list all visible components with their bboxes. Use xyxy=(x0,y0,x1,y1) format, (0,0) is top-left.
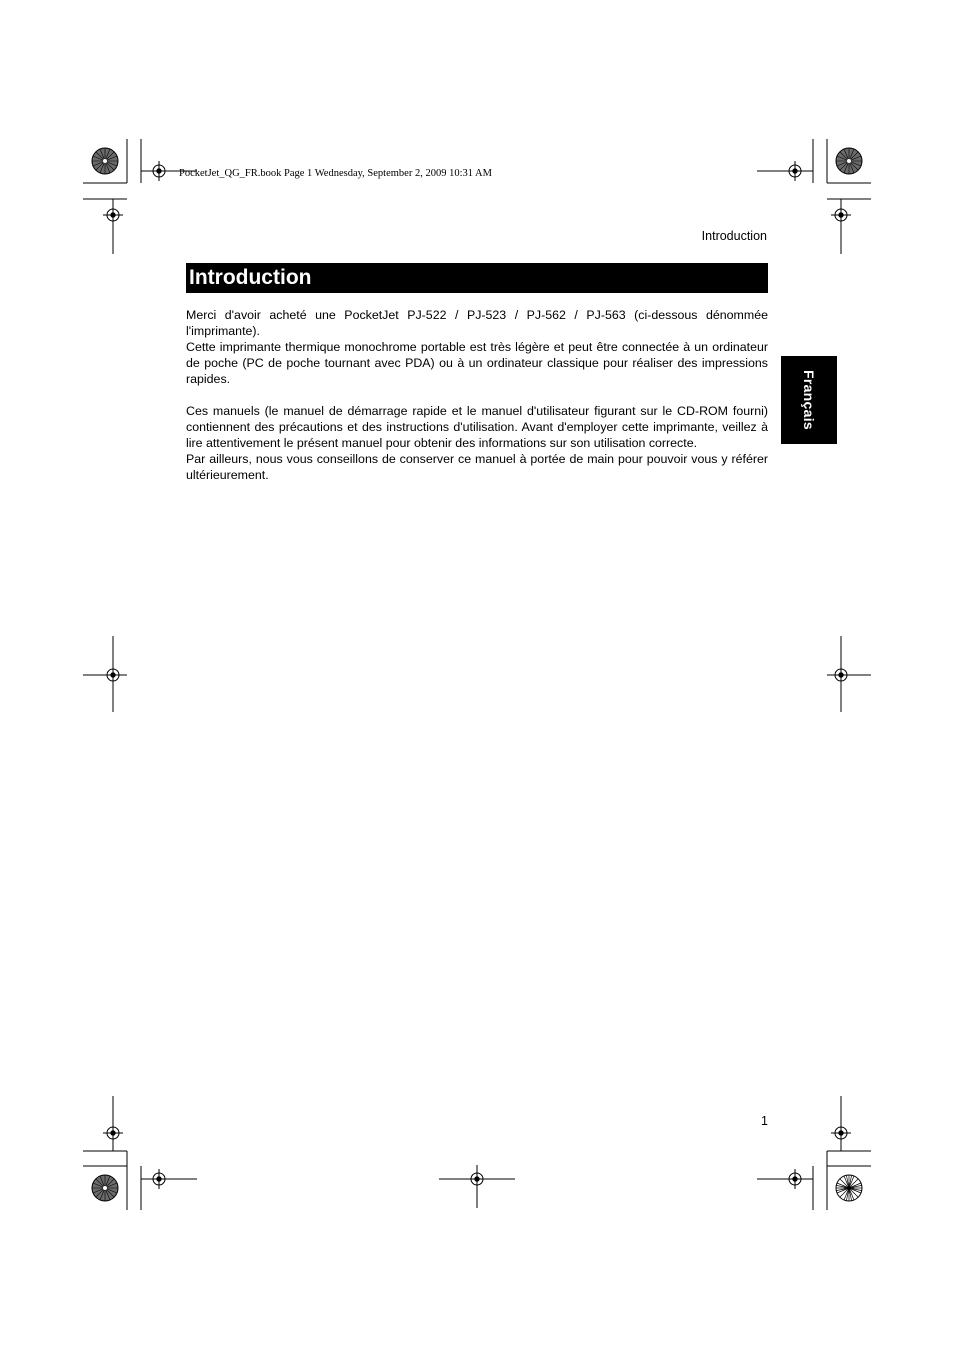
body-text xyxy=(186,307,768,483)
language-tab-label: Français xyxy=(801,370,817,430)
page-number: 1 xyxy=(761,1114,768,1128)
paragraph: Par ailleurs, nous vous conseillons de conserver ce manuel à portée de main pour pouvoir vous y référer ultérieurement. xyxy=(186,452,768,482)
language-tab xyxy=(781,356,837,444)
book-slug: PocketJet_QG_FR.book Page 1 Wednesday, September 2, 2009 10:31 AM xyxy=(179,168,492,179)
paragraph: Merci d'avoir acheté une PocketJet PJ-522 / PJ-523 / PJ-562 / PJ-563 (ci-dessous dénommée l'imprimante). xyxy=(186,308,768,338)
section-title: Introduction xyxy=(186,263,768,293)
paragraph: Ces manuels (le manuel de démarrage rapide et le manuel d'utilisateur figurant sur le CD-ROM fourni) contiennent des précautions et des instructions d'utilisation. Avant d'employer cette imprimante, veillez à lire attentivement le présent manuel pour obtenir des informations sur son utilisation correcte. xyxy=(186,404,768,450)
paragraph: Cette imprimante thermique monochrome portable est très légère et peut être connectée à un ordinateur de poche (PC de poche tournant avec PDA) ou à un ordinateur classique pour réaliser des impressions rapides. xyxy=(186,340,768,386)
running-head: Introduction xyxy=(701,229,767,243)
